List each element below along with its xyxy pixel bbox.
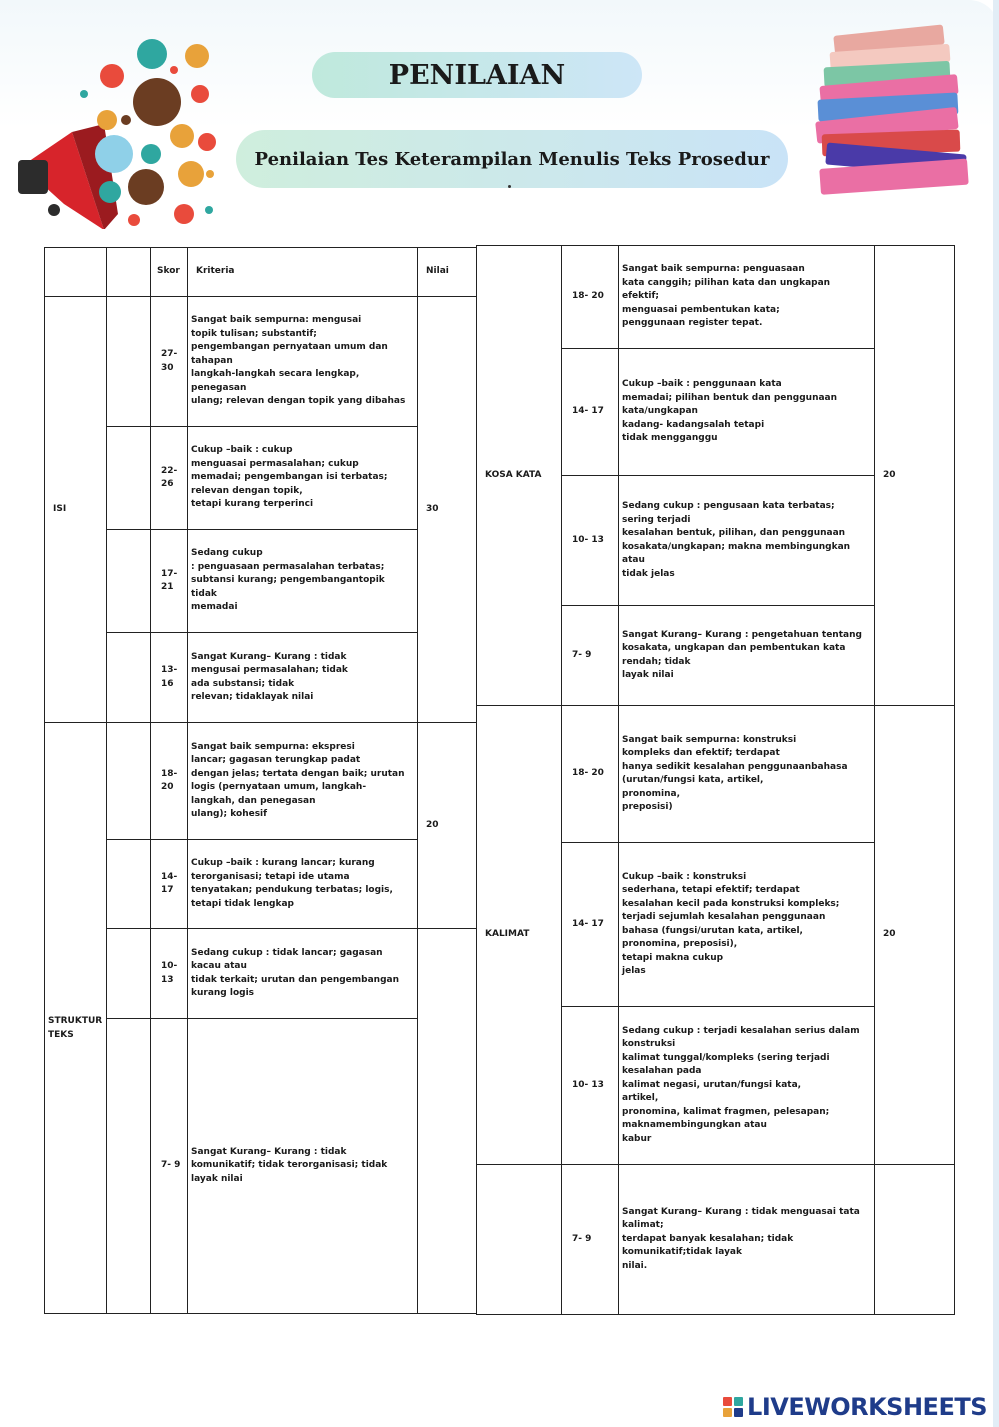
brand-name: LIVEWORKSHEETS <box>747 1393 987 1421</box>
dot-mark <box>508 185 511 188</box>
megaphone-illustration <box>14 24 224 229</box>
page-title: PENILAIAN <box>388 59 566 91</box>
empty-cell <box>875 1165 955 1315</box>
skor-cell: 27- 30 <box>151 297 188 427</box>
kriteria-cell: Sangat Kurang– Kurang : tidak komunikatif; tidak terorganisasi; tidak layak nilai <box>188 1019 418 1314</box>
page-edge <box>993 0 999 1427</box>
table-row <box>45 297 477 427</box>
nilai-struktur: 20 <box>418 723 477 929</box>
skor-cell: 18- 20 <box>151 723 188 840</box>
kriteria-cell: Sedang cukup : penguasaan permasalahan terbatas; subtansi kurang; pengembangantopik tidak memadai <box>188 530 418 633</box>
empty-cell <box>477 1165 562 1315</box>
book-stack-icon <box>815 24 969 194</box>
table-row <box>45 530 477 633</box>
table-row <box>477 706 955 843</box>
table-row <box>477 1165 955 1315</box>
kriteria-cell: Sangat Kurang– Kurang : tidak mengusai permasalahan; tidak ada substansi; tidak relevan; tidaklayak nilai <box>188 633 418 723</box>
skor-cell: 13- 16 <box>151 633 188 723</box>
kriteria-cell: Sangat baik sempurna: ekspresi lancar; gagasan terungkap padat dengan jelas; tertata dengan baik; urutan logis (pernyataan umum, langkah- langkah, dan penegasan ulang); kohesif <box>188 723 418 840</box>
kriteria-cell: Sangat baik sempurna: penguasaan kata canggih; pilihan kata dan ungkapan efektif; menguasai pembentukan kata; penggunaan register tepat. <box>619 246 875 349</box>
kriteria-cell: Sedang cukup : terjadi kesalahan serius dalam konstruksi kalimat tunggal/kompleks (sering terjadi kesalahan pada kalimat negasi, urutan/fungsi kata, artikel, pronomina, kalimat fragmen, pelesapan; maknamembingungkan atau kabur <box>619 1007 875 1165</box>
table-header-row <box>45 248 477 297</box>
skor-cell: 7- 9 <box>562 606 619 706</box>
page-title-pill <box>312 52 642 98</box>
skor-cell: 14- 17 <box>562 843 619 1007</box>
skor-cell: 17- 21 <box>151 530 188 633</box>
nilai-isi: 30 <box>418 297 477 723</box>
empty-cell <box>107 297 151 427</box>
empty-cell <box>418 929 477 1314</box>
table-row <box>45 427 477 530</box>
table-row <box>45 929 477 1019</box>
empty-cell <box>107 723 151 840</box>
footer-brand <box>723 1393 987 1421</box>
empty-cell <box>107 427 151 530</box>
skor-cell: 22- 26 <box>151 427 188 530</box>
skor-cell: 7- 9 <box>562 1165 619 1315</box>
table-row <box>477 246 955 349</box>
skor-cell: 18- 20 <box>562 246 619 349</box>
empty-cell <box>107 929 151 1019</box>
table-row <box>45 633 477 723</box>
skor-cell: 10- 13 <box>562 476 619 606</box>
aspect-isi: ISI <box>45 297 107 723</box>
nilai-kosa-kata: 20 <box>875 246 955 706</box>
kriteria-cell: Sangat Kurang– Kurang : pengetahuan tentang kosakata, ungkapan dan pembentukan kata rendah; tidak layak nilai <box>619 606 875 706</box>
kriteria-cell: Sangat baik sempurna: mengusai topik tulisan; substantif; pengembangan pernyataan umum dan tahapan langkah-langkah secara lengkap, penegasan ulang; relevan dengan topik yang dibahas <box>188 297 418 427</box>
kriteria-cell: Cukup –baik : penggunaan kata memadai; pilihan bentuk dan penggunaan kata/ungkapan kadang- kadangsalah tetapi tidak mengganggu <box>619 349 875 476</box>
skor-cell: 14- 17 <box>151 840 188 929</box>
header-kriteria: Kriteria <box>188 248 418 297</box>
kriteria-cell: Sedang cukup : pengusaan kata terbatas; sering terjadi kesalahan bentuk, pilihan, dan penggunaan kosakata/ungkapan; makna membingungkan atau tidak jelas <box>619 476 875 606</box>
kriteria-cell: Sedang cukup : tidak lancar; gagasan kacau atau tidak terkait; urutan dan pengembangan kurang logis <box>188 929 418 1019</box>
kriteria-cell: Sangat baik sempurna: konstruksi kompleks dan efektif; terdapat hanya sedikit kesalahan penggunaanbahasa (urutan/fungsi kata, artikel, pronomina, preposisi) <box>619 706 875 843</box>
empty-cell <box>107 1019 151 1314</box>
nilai-kalimat: 20 <box>875 706 955 1165</box>
skor-cell: 10- 13 <box>562 1007 619 1165</box>
skor-cell: 14- 17 <box>562 349 619 476</box>
kriteria-cell: Cukup –baik : konstruksi sederhana, tetapi efektif; terdapat kesalahan kecil pada konstruksi kompleks; terjadi sejumlah kesalahan penggunaan bahasa (fungsi/urutan kata, artikel, pronomina, preposisi), tetapi makna cukup jelas <box>619 843 875 1007</box>
header-skor: Skor <box>151 248 188 297</box>
table-row <box>45 1019 477 1314</box>
page-subtitle: Penilaian Tes Keterampilan Menulis Teks Prosedur <box>254 148 770 170</box>
header-nilai: Nilai <box>418 248 477 297</box>
kriteria-cell: Sangat Kurang– Kurang : tidak menguasai tata kalimat; terdapat banyak kesalahan; tidak komunikatif;tidak layak nilai. <box>619 1165 875 1315</box>
aspect-kalimat: KALIMAT <box>477 706 562 1165</box>
rubric-table-right <box>476 245 955 1315</box>
kriteria-cell: Cukup –baik : cukup menguasai permasalahan; cukup memadai; pengembangan isi terbatas; relevan dengan topik, tetapi kurang terperinci <box>188 427 418 530</box>
rubric-table-left <box>44 247 477 1314</box>
skor-cell: 18- 20 <box>562 706 619 843</box>
books-illustration <box>810 22 980 204</box>
header-empty-2 <box>107 248 151 297</box>
empty-cell <box>107 633 151 723</box>
table-row <box>45 840 477 929</box>
skor-cell: 10- 13 <box>151 929 188 1019</box>
header-empty-1 <box>45 248 107 297</box>
liveworksheets-logo-icon <box>723 1397 743 1417</box>
aspect-struktur-teks: STRUKTUR TEKS <box>45 723 107 1314</box>
empty-cell <box>107 530 151 633</box>
page-subtitle-pill <box>236 130 788 188</box>
skor-cell: 7- 9 <box>151 1019 188 1314</box>
kriteria-cell: Cukup –baik : kurang lancar; kurang terorganisasi; tetapi ide utama tenyatakan; pendukung terbatas; logis, tetapi tidak lengkap <box>188 840 418 929</box>
table-row <box>45 723 477 840</box>
aspect-kosa-kata: KOSA KATA <box>477 246 562 706</box>
empty-cell <box>107 840 151 929</box>
